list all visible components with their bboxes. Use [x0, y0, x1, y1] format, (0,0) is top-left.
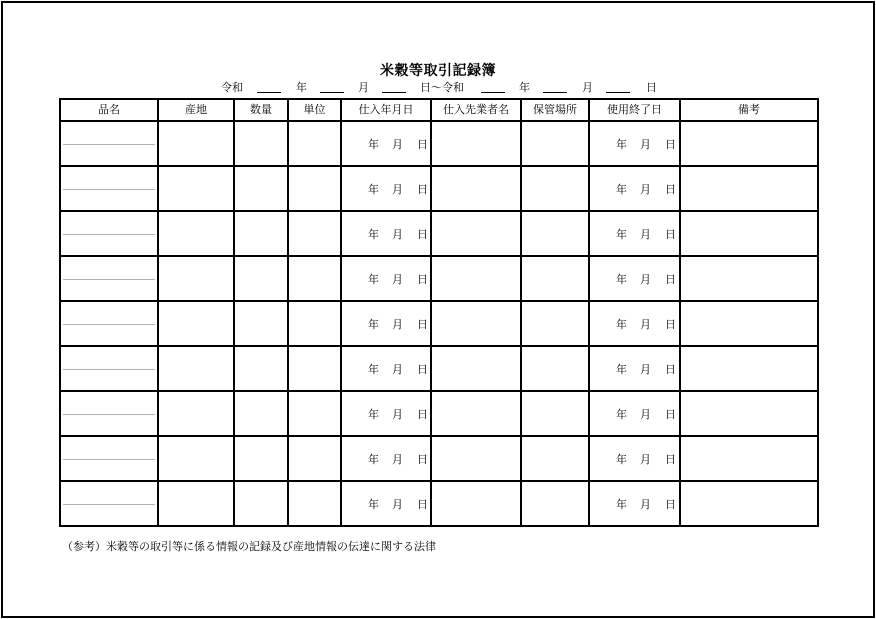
quantity-cell[interactable] — [234, 481, 288, 526]
end-of-use-date-month-label: 月 — [640, 317, 651, 331]
product-name-divider — [63, 414, 155, 415]
purchase-date-month-label: 月 — [392, 182, 403, 196]
product-name-cell[interactable] — [60, 346, 158, 391]
end-of-use-date-day-label: 日 — [665, 227, 676, 241]
period-day-end-blank[interactable] — [606, 92, 630, 93]
remarks-cell[interactable] — [680, 301, 818, 346]
supplier-name-cell[interactable] — [431, 301, 521, 346]
remarks-cell[interactable] — [680, 481, 818, 526]
product-name-cell[interactable] — [60, 436, 158, 481]
header-supplier-name: 仕入先業者名 — [431, 99, 521, 121]
end-of-use-date-cell[interactable] — [589, 211, 680, 256]
storage-location-cell[interactable] — [521, 301, 589, 346]
storage-location-cell[interactable] — [521, 256, 589, 301]
storage-location-cell[interactable] — [521, 211, 589, 256]
origin-cell[interactable] — [158, 121, 234, 166]
record-table — [59, 98, 819, 527]
product-name-cell[interactable] — [60, 481, 158, 526]
product-name-divider — [63, 459, 155, 460]
table-body — [60, 121, 818, 526]
purchase-date-day-label: 日 — [417, 317, 428, 331]
end-of-use-date-month-label: 月 — [640, 227, 651, 241]
end-of-use-date-cell[interactable] — [589, 346, 680, 391]
remarks-cell[interactable] — [680, 211, 818, 256]
end-of-use-date-month-label: 月 — [640, 137, 651, 151]
end-of-use-date-month-label: 月 — [640, 362, 651, 376]
end-of-use-date-year-label: 年 — [616, 182, 627, 196]
quantity-cell[interactable] — [234, 121, 288, 166]
purchase-date-day-label: 日 — [417, 182, 428, 196]
header-end-of-use-date: 使用終了日 — [589, 99, 680, 121]
table-row — [60, 211, 818, 256]
header-origin: 産地 — [158, 99, 234, 121]
end-of-use-date-month-label: 月 — [640, 497, 651, 511]
period-month-end-label: 月 — [582, 81, 593, 94]
period-year-start-label: 年 — [296, 81, 307, 94]
header-quantity: 数量 — [234, 99, 288, 121]
end-of-use-date-cell[interactable] — [589, 166, 680, 211]
quantity-cell[interactable] — [234, 436, 288, 481]
end-of-use-date-day-label: 日 — [665, 362, 676, 376]
period-month-start-blank[interactable] — [320, 92, 344, 93]
quantity-cell[interactable] — [234, 391, 288, 436]
storage-location-cell[interactable] — [521, 121, 589, 166]
unit-cell[interactable] — [288, 481, 341, 526]
purchase-date-year-label: 年 — [368, 272, 379, 286]
end-of-use-date-day-label: 日 — [665, 182, 676, 196]
remarks-cell[interactable] — [680, 256, 818, 301]
remarks-cell[interactable] — [680, 166, 818, 211]
table-row — [60, 346, 818, 391]
end-of-use-date-day-label: 日 — [665, 272, 676, 286]
period-month-start-label: 月 — [358, 81, 369, 94]
period-year-start-blank[interactable] — [257, 92, 281, 93]
purchase-date-cell[interactable] — [341, 121, 431, 166]
purchase-date-year-label: 年 — [368, 452, 379, 466]
purchase-date-cell[interactable] — [341, 301, 431, 346]
period-year-end-blank[interactable] — [481, 92, 505, 93]
end-of-use-date-cell[interactable] — [589, 256, 680, 301]
supplier-name-cell[interactable] — [431, 391, 521, 436]
purchase-date-year-label: 年 — [368, 317, 379, 331]
supplier-name-cell[interactable] — [431, 256, 521, 301]
table-row — [60, 121, 818, 166]
purchase-date-month-label: 月 — [392, 497, 403, 511]
purchase-date-month-label: 月 — [392, 272, 403, 286]
storage-location-cell[interactable] — [521, 481, 589, 526]
header-row — [60, 99, 818, 121]
product-name-divider — [63, 144, 155, 145]
table-row — [60, 256, 818, 301]
origin-cell[interactable] — [158, 436, 234, 481]
product-name-cell[interactable] — [60, 301, 158, 346]
product-name-cell[interactable] — [60, 391, 158, 436]
remarks-cell[interactable] — [680, 346, 818, 391]
period-day-end-label: 日 — [646, 81, 657, 94]
header-remarks: 備考 — [680, 99, 818, 121]
purchase-date-year-label: 年 — [368, 227, 379, 241]
unit-cell[interactable] — [288, 436, 341, 481]
table-row — [60, 436, 818, 481]
purchase-date-day-label: 日 — [417, 452, 428, 466]
origin-cell[interactable] — [158, 301, 234, 346]
end-of-use-date-cell[interactable] — [589, 481, 680, 526]
purchase-date-cell[interactable] — [341, 436, 431, 481]
period-month-end-blank[interactable] — [543, 92, 567, 93]
end-of-use-date-year-label: 年 — [616, 362, 627, 376]
quantity-cell[interactable] — [234, 166, 288, 211]
purchase-date-year-label: 年 — [368, 497, 379, 511]
header-unit: 単位 — [288, 99, 341, 121]
origin-cell[interactable] — [158, 166, 234, 211]
product-name-cell[interactable] — [60, 211, 158, 256]
origin-cell[interactable] — [158, 391, 234, 436]
purchase-date-cell[interactable] — [341, 481, 431, 526]
unit-cell[interactable] — [288, 256, 341, 301]
product-name-divider — [63, 279, 155, 280]
remarks-cell[interactable] — [680, 436, 818, 481]
end-of-use-date-day-label: 日 — [665, 452, 676, 466]
table-row — [60, 391, 818, 436]
end-of-use-date-month-label: 月 — [640, 407, 651, 421]
purchase-date-cell[interactable] — [341, 256, 431, 301]
end-of-use-date-day-label: 日 — [665, 317, 676, 331]
unit-cell[interactable] — [288, 166, 341, 211]
end-of-use-date-day-label: 日 — [665, 407, 676, 421]
purchase-date-year-label: 年 — [368, 407, 379, 421]
unit-cell[interactable] — [288, 211, 341, 256]
supplier-name-cell[interactable] — [431, 436, 521, 481]
end-of-use-date-month-label: 月 — [640, 182, 651, 196]
supplier-name-cell[interactable] — [431, 346, 521, 391]
end-of-use-date-year-label: 年 — [616, 272, 627, 286]
purchase-date-year-label: 年 — [368, 137, 379, 151]
end-of-use-date-year-label: 年 — [616, 497, 627, 511]
purchase-date-cell[interactable] — [341, 391, 431, 436]
quantity-cell[interactable] — [234, 346, 288, 391]
product-name-cell[interactable] — [60, 256, 158, 301]
purchase-date-year-label: 年 — [368, 182, 379, 196]
quantity-cell[interactable] — [234, 211, 288, 256]
end-of-use-date-month-label: 月 — [640, 452, 651, 466]
end-of-use-date-year-label: 年 — [616, 137, 627, 151]
product-name-cell[interactable] — [60, 121, 158, 166]
unit-cell[interactable] — [288, 121, 341, 166]
purchase-date-month-label: 月 — [392, 452, 403, 466]
end-of-use-date-year-label: 年 — [616, 317, 627, 331]
supplier-name-cell[interactable] — [431, 121, 521, 166]
purchase-date-month-label: 月 — [392, 227, 403, 241]
unit-cell[interactable] — [288, 346, 341, 391]
quantity-cell[interactable] — [234, 301, 288, 346]
document-title: 米穀等取引記録簿 — [380, 63, 496, 79]
table-row — [60, 301, 818, 346]
purchase-date-month-label: 月 — [392, 317, 403, 331]
unit-cell[interactable] — [288, 301, 341, 346]
supplier-name-cell[interactable] — [431, 481, 521, 526]
origin-cell[interactable] — [158, 211, 234, 256]
table-row — [60, 166, 818, 211]
origin-cell[interactable] — [158, 256, 234, 301]
purchase-date-day-label: 日 — [417, 497, 428, 511]
end-of-use-date-cell[interactable] — [589, 436, 680, 481]
purchase-date-month-label: 月 — [392, 362, 403, 376]
supplier-name-cell[interactable] — [431, 211, 521, 256]
origin-cell[interactable] — [158, 481, 234, 526]
period-day-start-blank[interactable] — [382, 92, 406, 93]
product-name-divider — [63, 234, 155, 235]
quantity-cell[interactable] — [234, 256, 288, 301]
period-day-start-label: 日～令和 — [420, 81, 464, 94]
purchase-date-cell[interactable] — [341, 211, 431, 256]
purchase-date-cell[interactable] — [341, 346, 431, 391]
unit-cell[interactable] — [288, 391, 341, 436]
header-storage-location: 保管場所 — [521, 99, 589, 121]
purchase-date-day-label: 日 — [417, 137, 428, 151]
supplier-name-cell[interactable] — [431, 166, 521, 211]
remarks-cell[interactable] — [680, 121, 818, 166]
end-of-use-date-day-label: 日 — [665, 497, 676, 511]
purchase-date-day-label: 日 — [417, 407, 428, 421]
product-name-divider — [63, 369, 155, 370]
remarks-cell[interactable] — [680, 391, 818, 436]
product-name-divider — [63, 504, 155, 505]
end-of-use-date-year-label: 年 — [616, 407, 627, 421]
end-of-use-date-year-label: 年 — [616, 227, 627, 241]
header-product-name: 品名 — [60, 99, 158, 121]
period-era-start: 令和 — [221, 81, 243, 94]
purchase-date-day-label: 日 — [417, 272, 428, 286]
purchase-date-month-label: 月 — [392, 137, 403, 151]
product-name-cell[interactable] — [60, 166, 158, 211]
end-of-use-date-cell[interactable] — [589, 121, 680, 166]
purchase-date-cell[interactable] — [341, 166, 431, 211]
product-name-divider — [63, 324, 155, 325]
end-of-use-date-year-label: 年 — [616, 452, 627, 466]
end-of-use-date-cell[interactable] — [589, 301, 680, 346]
storage-location-cell[interactable] — [521, 346, 589, 391]
purchase-date-month-label: 月 — [392, 407, 403, 421]
purchase-date-day-label: 日 — [417, 362, 428, 376]
end-of-use-date-day-label: 日 — [665, 137, 676, 151]
purchase-date-year-label: 年 — [368, 362, 379, 376]
storage-location-cell[interactable] — [521, 391, 589, 436]
storage-location-cell[interactable] — [521, 436, 589, 481]
header-purchase-date: 仕入年月日 — [341, 99, 431, 121]
end-of-use-date-cell[interactable] — [589, 391, 680, 436]
product-name-divider — [63, 189, 155, 190]
period-year-end-label: 年 — [519, 81, 530, 94]
purchase-date-day-label: 日 — [417, 227, 428, 241]
origin-cell[interactable] — [158, 346, 234, 391]
end-of-use-date-month-label: 月 — [640, 272, 651, 286]
table-row — [60, 481, 818, 526]
reference-footnote: （参考）米穀等の取引等に係る情報の記録及び産地情報の伝達に関する法律 — [62, 540, 436, 553]
storage-location-cell[interactable] — [521, 166, 589, 211]
